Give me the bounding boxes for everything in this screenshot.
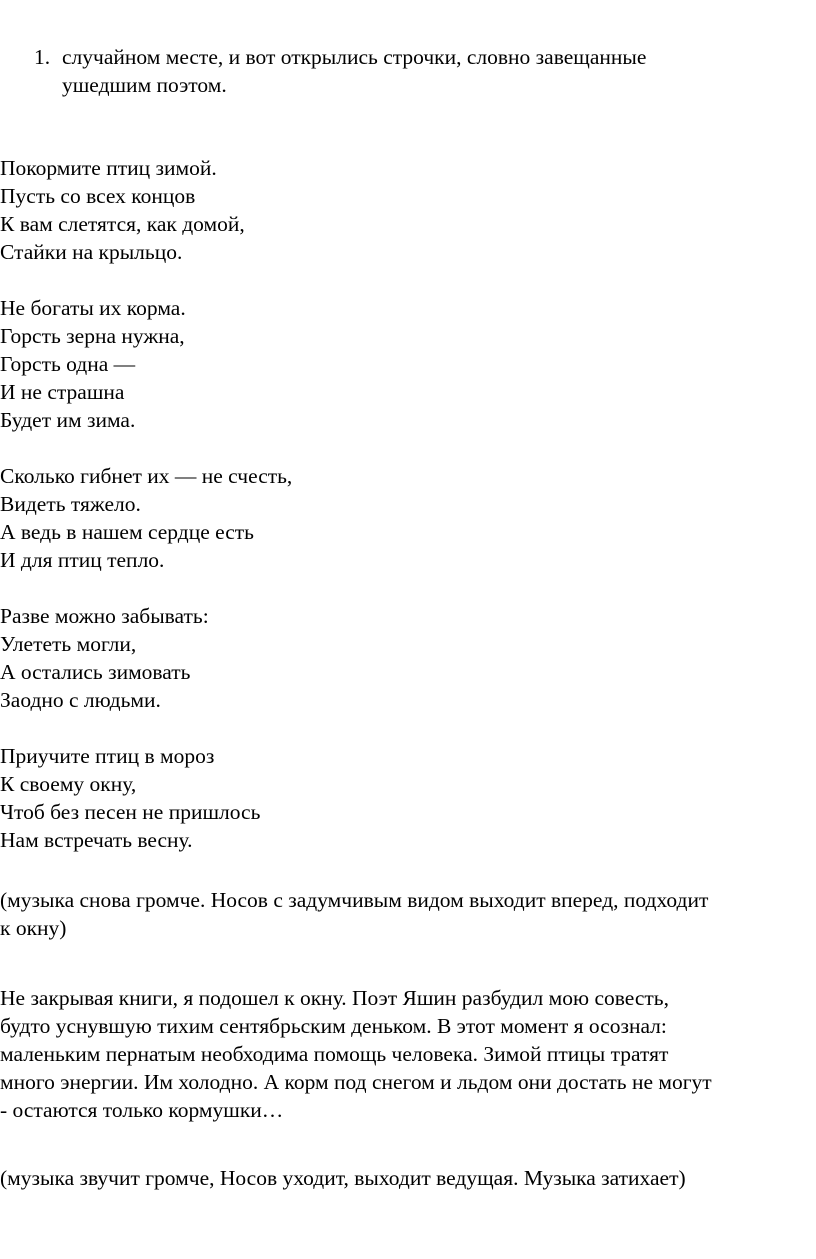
text-line: (музыка звучит громче, Носов уходит, выходит ведущая. Музыка затихает) [0,1166,686,1190]
poem [0,154,800,882]
poem-line: И для птиц тепло. [0,548,165,572]
poem-line: Сколько гибнет их — не счесть, [0,464,293,488]
poem-line: Чтоб без песен не пришлось [0,800,261,824]
poem-stanza [0,462,800,574]
poem-line: Будет им зима. [0,408,136,432]
poem-line: А остались зимовать [0,660,191,684]
poem-line: Видеть тяжело. [0,492,141,516]
poem-line: К вам слетятся, как домой, [0,212,245,236]
list-item-text [62,43,794,99]
text-line: будто уснувшую тихим сентябрьским деньком. В этот момент я осознал: [0,1014,667,1038]
poem-stanza [0,294,800,434]
poem-line: Нам встречать весну. [0,828,193,852]
poem-line: Пусть со всех концов [0,184,196,208]
poem-line: Не богаты их корма. [0,296,186,320]
narration-paragraph [0,984,816,1124]
poem-stanza [0,154,800,266]
poem-line: Разве можно забывать: [0,604,209,628]
poem-stanza [0,742,800,854]
text-line: - остаются только кормушки… [0,1098,284,1122]
text-line: к окну) [0,916,67,940]
poem-line: Горсть одна — [0,352,136,376]
poem-line: Заодно с людьми. [0,688,161,712]
list-number: 1. [34,45,51,69]
poem-line: И не страшна [0,380,125,404]
poem-line: Покормите птиц зимой. [0,156,217,180]
stage-direction [0,886,816,942]
poem-line: К своему окну, [0,772,137,796]
text-line: много энергии. Им холодно. А корм под снегом и льдом они достать не могут [0,1070,712,1094]
poem-line: А ведь в нашем сердце есть [0,520,254,544]
poem-line: Горсть зерна нужна, [0,324,185,348]
poem-line: Улететь могли, [0,632,137,656]
numbered-list-item [34,43,794,99]
poem-line: Стайки на крыльцо. [0,240,183,264]
text-line: ушедшим поэтом. [62,73,227,97]
stage-direction [0,1164,816,1192]
poem-line: Приучите птиц в мороз [0,744,215,768]
text-line: (музыка снова громче. Носов с задумчивым видом выходит вперед, подходит [0,888,709,912]
text-line: случайном месте, и вот открылись строчки, словно завещанные [62,45,647,69]
text-line: маленьким пернатым необходима помощь человека. Зимой птицы тратят [0,1042,669,1066]
text-line: Не закрывая книги, я подошел к окну. Поэт Яшин разбудил мою совесть, [0,986,669,1010]
poem-stanza [0,602,800,714]
